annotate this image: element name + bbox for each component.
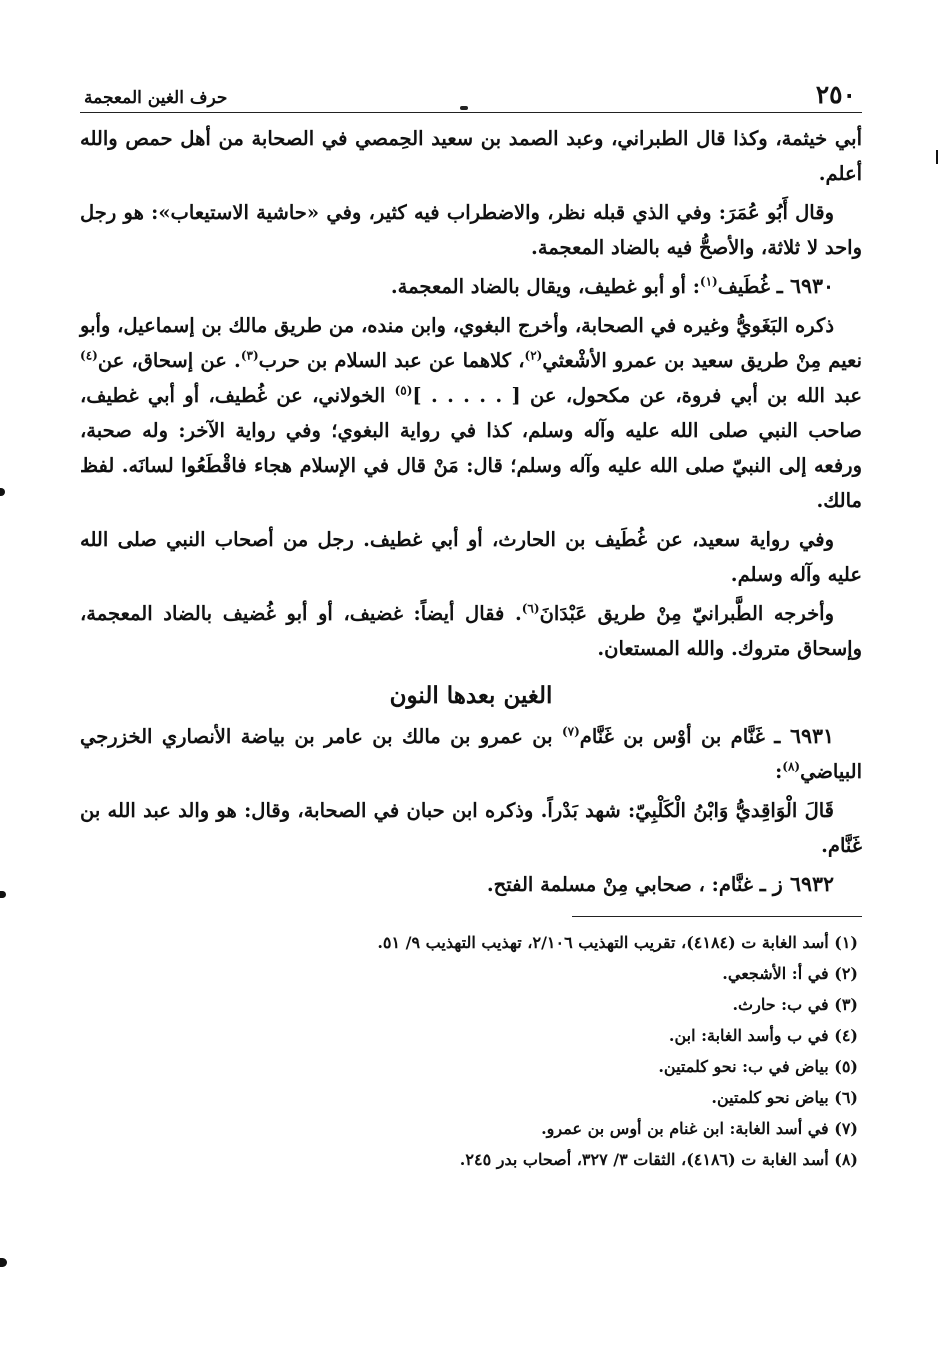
- footnote-ref: (٨): [782, 759, 801, 774]
- footnote-ref: (٧): [561, 724, 580, 739]
- text-run: . عن إسحاق، عن: [97, 349, 241, 372]
- text-run: وأخرجه الطَّبرانيّ مِنْ طريق عَبْدَانَ: [539, 602, 834, 625]
- text-run: :: [775, 760, 783, 783]
- section-heading: الغين بعدها النون: [389, 682, 553, 709]
- text-run: عبد الله بن أبي فروة، عن مكحول، عن [ . . . . . ]: [412, 384, 863, 407]
- main-text: [80, 121, 862, 902]
- entry-text: : ، صحابي مِنْ مسلمة الفتح.: [486, 873, 719, 896]
- entry-number: ٦٩٣٢ ز ـ: [759, 872, 834, 896]
- footnote: (٨) أسد الغابة ت (٤١٨٦)، الثقات ٣/ ٣٢٧، أصحاب بدر ٢٤٥.: [459, 1150, 858, 1169]
- paragraph: [80, 596, 862, 666]
- entry-6931-heading: [80, 719, 862, 789]
- scan-edge-mark: [0, 488, 5, 496]
- footnote: (١) أسد الغابة ت (٤١٨٤)، تقريب التهذيب ٢/١٠٦، تهذيب التهذيب ٩/ ٥١.: [377, 933, 858, 952]
- footnote: (٤) في ب وأسد الغابة: ابن.: [668, 1026, 858, 1045]
- entry-text: : أو أبو غطيف، ويقال بالضاد المعجمة.: [390, 275, 700, 298]
- text-run: . فقال أيضاً: غضيف، أو أبو غُضيف بالضاد المعجمة، وإسحاق متروك. والله المستعان.: [80, 602, 862, 660]
- page-number: ٢٥٠: [815, 80, 856, 109]
- page-header: [80, 82, 862, 113]
- paragraph: وفي رواية سعيد، عن غُطَيف بن الحارث، أو أبي غطيف. رجل من أصحاب النبي صلى الله عليه وآله وسلم.: [80, 528, 862, 586]
- footnote-ref: (٥): [394, 383, 413, 398]
- header-rule-ornament: [460, 106, 468, 110]
- entry-name: غُطَيف: [717, 275, 770, 298]
- entry-name: غَنَّام بن أوْس بن غَنَّام: [579, 725, 765, 748]
- paragraph: قَالَ الْوَاقِديُّ وَابْنُ الْكَلْبِيّ: شهد بَدْراً. وذكره ابن حبان في الصحابة، وقال: هو والد عبد الله بن غَنَّام.: [80, 799, 862, 857]
- paragraph: [80, 308, 862, 518]
- entry-6932-heading: [80, 867, 862, 902]
- footnote: (٢) في أ: الأشجعي.: [722, 964, 858, 983]
- text-run: ، كلاهما عن عبد السلام بن حرب: [258, 349, 525, 372]
- footnote-ref: (١): [699, 274, 718, 289]
- footnote-ref: (٦): [521, 601, 540, 616]
- book-page: [80, 82, 862, 1175]
- footnote-ref: (٣): [240, 348, 259, 363]
- scan-edge-mark: [0, 891, 6, 898]
- entry-number: ٦٩٣١ ـ: [774, 724, 834, 748]
- entry-number: ٦٩٣٠ ـ: [776, 274, 834, 298]
- footnote-ref: (٤): [80, 348, 98, 363]
- paragraph: أبي خيثمة، وكذا قال الطبراني، وعبد الصمد بن سعيد الحِمصي في الصحابة من أهل حمص والله أعلم.: [80, 127, 862, 185]
- entry-name: غنَّام: [718, 873, 753, 896]
- footnotes: [80, 927, 862, 1175]
- running-title: حرف الغين المعجمة: [84, 88, 228, 108]
- footnote: (٣) في ب: حارث.: [732, 995, 858, 1014]
- footnote: (٥) بياض في ب: نحو كلمتين.: [658, 1057, 858, 1076]
- footnote: (٦) بياض نحو كلمتين.: [711, 1088, 858, 1107]
- paragraph: وقال أَبُو عُمَرَ: وفي الذي قبله نظر، والاضطراب فيه كثير، وفي «حاشية الاستيعاب»: هو رجل واحد لا ثلاثة، والأصحُّ فيه بالضاد المعجمة.: [80, 201, 862, 259]
- text-run: الخولاني، عن غُطيف، أو أبي غطيف، صاحب النبي صلى الله عليه وآله وسلم، كذا في رواية البغوي؛ وفي رواية الآخر: وله صحبة، ورفعه إلى النبيّ صلى الله عليه وآله وسلم؛ قال: مَنْ قال في الإسلام هجاء فاقْطَعُوا لسانَه. لفظ مالك.: [80, 384, 862, 512]
- scan-edge-mark: [0, 1258, 7, 1267]
- footnote-divider: [572, 916, 862, 917]
- entry-name: بن عمرو بن مالك بن عامر بن بياضة الأنصاري الخزرجي البياضي: [80, 725, 862, 783]
- entry-6930-heading: [80, 269, 862, 304]
- text-run: ذكره البَغَويُّ وغيره في الصحابة، وأخرج البغوي، وابن منده، من طريق مالك بن إسماعيل، وأبو نعيم مِنْ طريق سعيد بن عمرو الأشْعثي: [80, 314, 862, 372]
- footnote: (٧) في أسد الغابة: ابن غنام بن أوس بن عمرو.: [541, 1119, 858, 1138]
- footnote-ref: (٢): [524, 348, 543, 363]
